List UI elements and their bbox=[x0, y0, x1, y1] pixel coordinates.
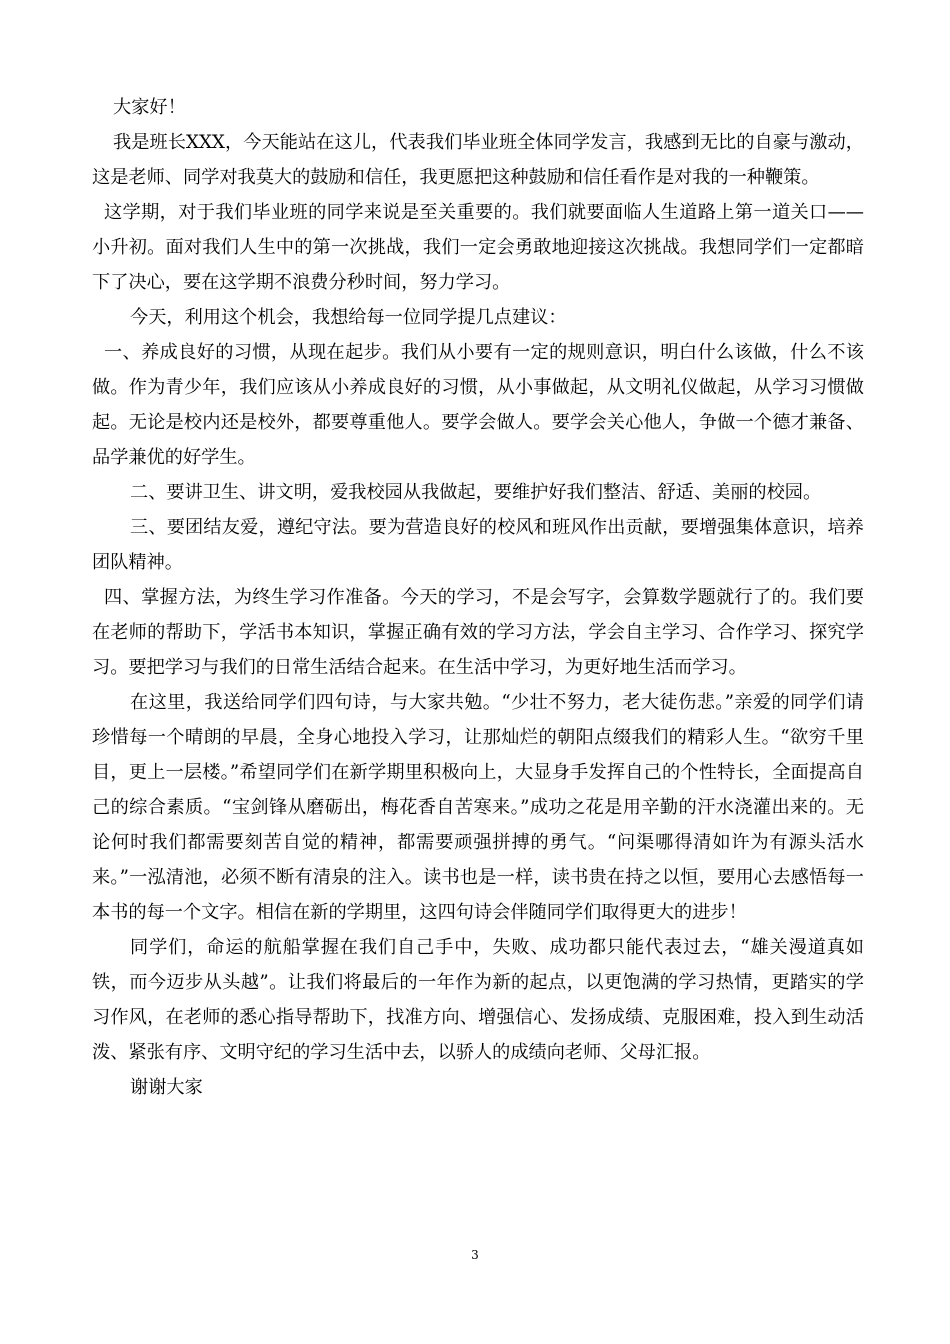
closing-paragraph: 同学们，命运的航船掌握在我们自己手中，失败、成功都只能代表过去，“雄关漫道真如铁，而今迈步从头越”。让我们将最后的一年作为新的起点，以更饱满的学习热情，更踏实的学习作风，在老师的悉心指导帮助下，找准方向、增强信心、发扬成绩、克服困难，投入到生动活泼、紧张有序、文明守纪的学习生活中去，以骄人的成绩向老师、父母汇报。 bbox=[92, 937, 864, 1063]
suggestion-one-paragraph: 一、养成良好的习惯，从现在起步。我们从小要有一定的规则意识，明白什么该做，什么不该做。作为青少年，我们应该从小养成良好的习惯，从小事做起，从文明礼仪做起，从学习习惯做起。无论是校内还是校外，都要尊重他人。要学会做人。要学会关心他人，争做一个德才兼备、品学兼优的好学生。 bbox=[92, 342, 864, 468]
suggestions-intro-paragraph: 今天，利用这个机会，我想给每一位同学提几点建议： bbox=[130, 307, 567, 328]
suggestion-two-paragraph: 二、要讲卫生、讲文明，爱我校园从我做起，要维护好我们整洁、舒适、美丽的校园。 bbox=[130, 482, 822, 503]
poems-paragraph: 在这里，我送给同学们四句诗，与大家共勉。“少壮不努力，老大徒伤悲。”亲爱的同学们请珍惜每一个晴朗的早晨，全身心地投入学习，让那灿烂的朝阳点缀我们的精彩人生。“欲穷千里目，更上一层楼。”希望同学们在新学期里积极向上，大显身手发挥自己的个性特长，全面提高自己的综合素质。“宝剑锋从磨砺出，梅花香自苦寒来。”成功之花是用辛勤的汗水浇灌出来的。无论何时我们都需要刻苦自觉的精神，都需要顽强拼搏的勇气。“问渠哪得清如许为有源头活水来。”一泓清池，必须不断有清泉的注入。读书也是一样，读书贵在持之以恒，要用心去感悟每一本书的每一个文字。相信在新的学期里，这四句诗会伴随同学们取得更大的进步！ bbox=[92, 692, 864, 923]
thanks-paragraph: 谢谢大家 bbox=[130, 1077, 203, 1098]
page-number: 3 bbox=[471, 1248, 479, 1262]
introduction-paragraph: 我是班长XXX，今天能站在这儿，代表我们毕业班全体同学发言，我感到无比的自豪与激动，这是老师、同学对我莫大的鼓励和信任，我更愿把这种鼓励和信任看作是对我的一种鞭策。 bbox=[92, 132, 864, 188]
semester-paragraph: 这学期，对于我们毕业班的同学来说是至关重要的。我们就要面临人生道路上第一道关口——小升初。面对我们人生中的第一次挑战，我们一定会勇敢地迎接这次挑战。我想同学们一定都暗下了决心，要在这学期不浪费分秒时间，努力学习。 bbox=[92, 202, 864, 293]
greeting-paragraph: 大家好！ bbox=[113, 97, 186, 118]
suggestion-three-paragraph: 三、要团结友爱，遵纪守法。要为营造良好的校风和班风作出贡献，要增强集体意识，培养团队精神。 bbox=[92, 517, 864, 573]
suggestion-four-paragraph: 四、掌握方法，为终生学习作准备。今天的学习，不是会写字，会算数学题就行了的。我们要在老师的帮助下，学活书本知识，掌握正确有效的学习方法，学会自主学习、合作学习、探究学习。要把学习与我们的日常生活结合起来。在生活中学习，为更好地生活而学习。 bbox=[92, 587, 864, 678]
document-body bbox=[92, 90, 864, 1105]
